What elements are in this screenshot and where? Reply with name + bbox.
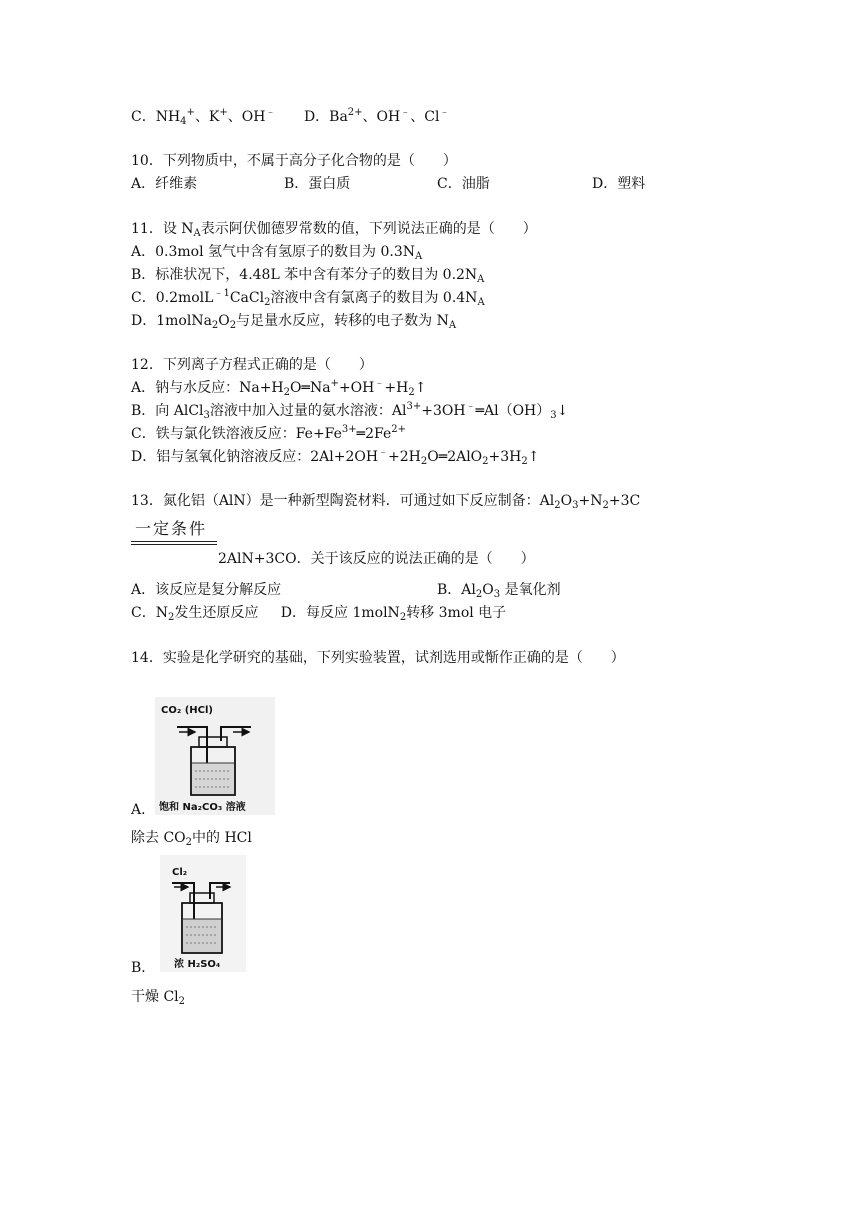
q12-option-b: B．向 AlCl$_3$溶液中加入过量的氨水溶液：$Al^{3+}+3OH^﹣═Al(OH)_3↓$ [131,401,569,421]
q13-option-d: D．每反应 1molN$_2$转移 3mol 电子 [280,605,507,623]
q14-stem: 14．实验是化学研究的基础，下列实验装置，试剂选用或惭作正确的是（ ） [131,650,625,666]
q12-stem: 12．下列离子方程式正确的是（ ） [131,357,373,373]
reaction-arrow-line-bottom [131,544,217,545]
q13-option-a: A．该反应是复分解反应 [131,582,282,598]
drying-bottle-figure-b [160,855,246,972]
wash-bottle-figure-a [155,697,275,815]
q12-option-c: C．铁与氯化铁溶液反应：$Fe+Fe^{3+}═2Fe^{2+}$ [131,424,406,442]
reaction-condition [131,516,217,545]
q10-option-c: C．油脂 [437,176,490,192]
q10-stem: 10．下列物质中，不属于高分子化合物的是（ ） [131,153,457,169]
q14-option-b-caption: 干燥 $Cl_2$ [131,989,186,1007]
reaction-condition-label: 一定条件 [135,519,208,538]
q14-option-b-label: B． [131,960,156,976]
reaction-arrow-line-top [131,541,217,542]
q13-options-cd [131,604,506,622]
figure-b-bottom-label: 浓 H₂SO₄ [174,959,221,970]
q12-option-d: D．铝与氢氧化钠溶液反应：$2Al+2OH^﹣+2H_2O═2AlO_2+3H_2↑$ [131,447,540,467]
q11-option-d: D．$1molNa_2O_2$与足量水反应，转移的电子数为 $N_A$ [131,313,457,331]
figure-b-top-label: Cl₂ [172,867,188,878]
q11-option-c: C．0.2molL$^{﹣1}$CaCl$_2$溶液中含有氯离子的数目为 $0.4N_A$ [131,288,485,308]
q13-stem-continued: 2AlN+3CO．关于该反应的说法正确的是（ ） [218,551,535,567]
q13-stem: 13．氮化铝（AlN）是一种新型陶瓷材料．可通过如下反应制备：$Al_2O_3+N_2+3C$ [131,493,641,511]
q10-option-b: B．蛋白质 [284,176,351,192]
q12-option-a: A．钠与水反应：$Na+H_2O═Na^++OH^﹣+H_2↑$ [131,378,427,398]
q10-option-a: A．纤维素 [131,176,198,192]
q13-option-b: B．$Al_2O_3$ 是氧化剂 [437,582,561,600]
q13-option-c: C．$N_2$发生还原反应 [131,605,259,623]
figure-a-top-label: CO₂ (HCl) [161,705,213,716]
q10-option-d: D．塑料 [592,176,646,192]
q14-option-a-label: A． [131,802,156,818]
drying-bottle-illustration [160,855,246,972]
q11-stem: 11．设 $N_A$表示阿伏伽德罗常数的值，下列说法正确的是（ ） [131,221,537,239]
gas-washing-bottle-illustration [155,697,275,815]
q9-options [131,108,449,126]
figure-a-bottom-label: 饱和 Na₂CO₃ 溶液 [159,802,246,813]
q14-option-a-caption: 除去 $CO_2$中的 HCl [131,830,252,848]
q11-option-a: A．0.3mol 氢气中含有氢原子的数目为 $0.3N_A$ [131,244,423,262]
q9-option-c: C．$NH_4^+$、K+、OH﹣ [131,107,276,127]
q9-option-d: D．$Ba^{2+}$、OH﹣、Cl﹣ [303,107,450,125]
q11-option-b: B．标准状况下，4.48L 苯中含有苯分子的数目为 $0.2N_A$ [131,267,485,285]
